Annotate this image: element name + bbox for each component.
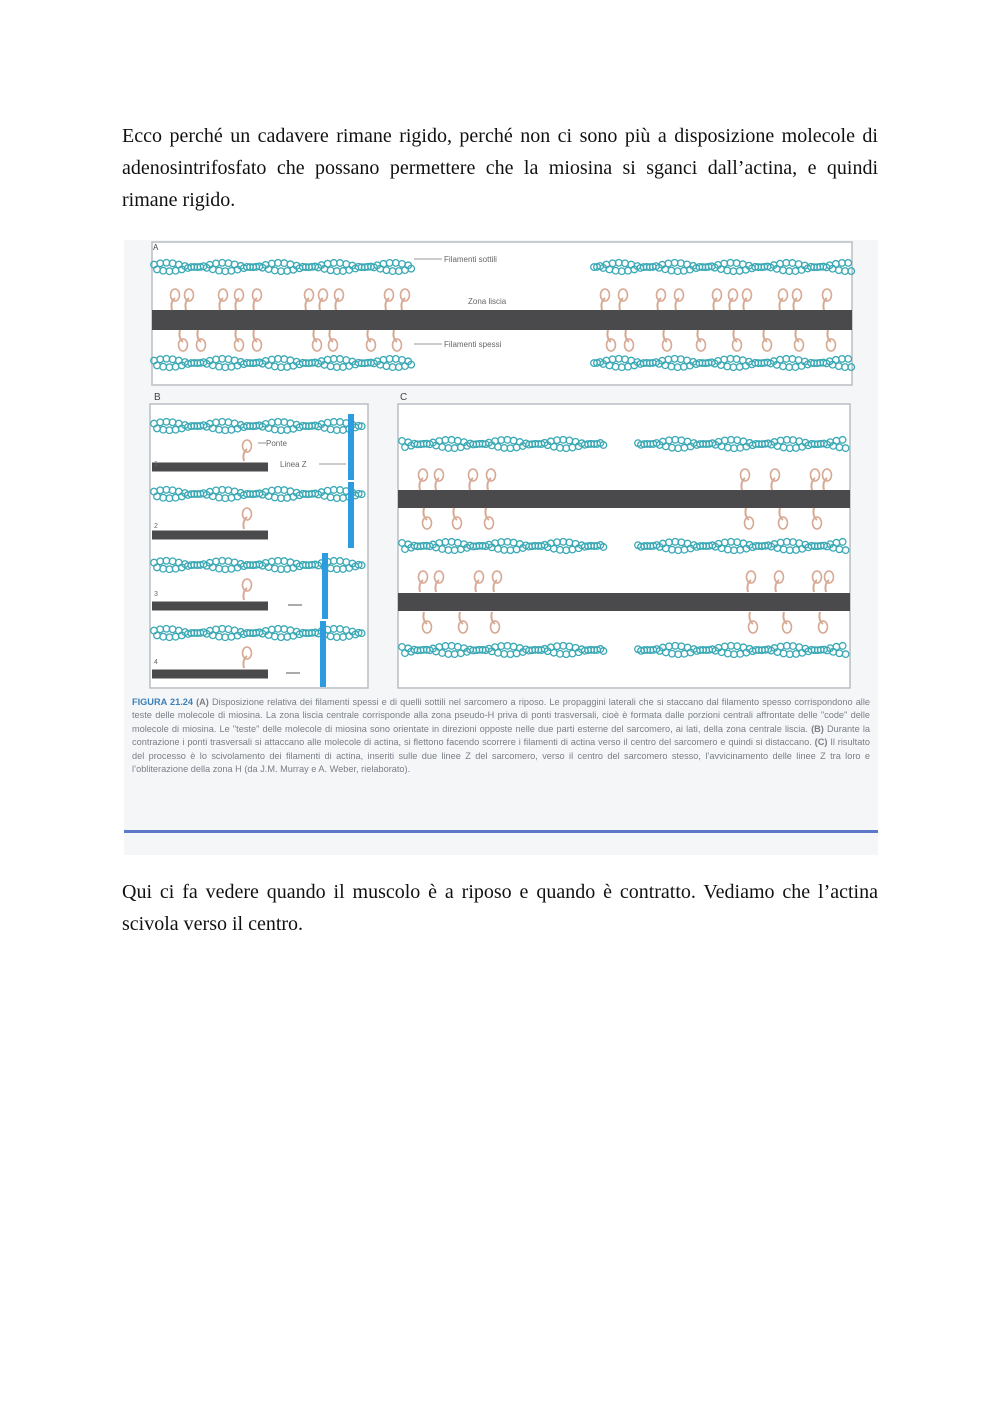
caption-marker-c: (C)	[814, 737, 828, 748]
thick-filament	[398, 490, 850, 508]
figure-number: FIGURA 21.24	[132, 697, 193, 707]
sarcomere-illustration	[124, 240, 878, 696]
panel-a-letter: A	[153, 243, 159, 252]
body-paragraph-1: Ecco perché un cadavere rimane rigido, perché non ci sono più a disposizione molecole di adenosintrifosfato che possano permettere che la miosina si sganci dall’actina, e quindi rimane rigido.	[122, 125, 878, 211]
caption-marker-a: (A)	[196, 697, 209, 707]
label-thin-filaments: Filamenti sottili	[444, 255, 497, 264]
label-bare-zone: Zona liscia	[468, 297, 507, 306]
thick-filament	[398, 593, 850, 611]
label-bridge: Ponte	[266, 439, 287, 448]
caption-marker-b: (B)	[811, 723, 824, 734]
caption-text-c: Il risultato del processo è lo scivolamento dei filamenti di actina, inseriti sulle due linee Z del sarcomero, verso il centro del sarcomero stesso, l’avvicinamento delle linee Z tra loro e l’obliterazione della zona H (da J.M. Murray e A. Weber, rielaborato).	[132, 737, 870, 775]
sarcomere-figure	[124, 240, 878, 855]
thick-filament	[152, 602, 268, 611]
z-line	[320, 621, 326, 687]
thick-filament	[152, 531, 268, 540]
label-z-line: Linea Z	[280, 460, 307, 469]
panel-b-letter: B	[154, 392, 161, 403]
step-3: 3	[154, 591, 158, 598]
panel-b-frame	[150, 404, 368, 688]
body-paragraph-2: Qui ci fa vedere quando il muscolo è a riposo e quando è contratto. Vediamo che l’actina scivola verso il centro.	[122, 881, 878, 935]
step-2: 2	[154, 523, 158, 530]
caption-text-b: Durante la contrazione i ponti trasversali si attaccano alle molecole di actina, si flettono facendo scorrere i filamenti di actina verso il centro del sarcomero e quindi si distaccano.	[132, 723, 871, 748]
step-4: 4	[154, 659, 158, 666]
thick-filament	[152, 310, 852, 330]
z-line	[348, 482, 354, 548]
z-line	[322, 553, 328, 619]
figure-caption	[132, 696, 870, 776]
caption-underline	[124, 830, 878, 833]
z-line	[348, 414, 354, 480]
step-1: 1	[154, 461, 158, 468]
panel-c-letter: C	[400, 392, 408, 403]
thick-filament	[152, 670, 268, 679]
thick-filament	[152, 463, 268, 472]
label-thick-filaments: Filamenti spessi	[444, 340, 502, 349]
caption-text-a: Disposizione relativa dei filamenti spessi e di quelli sottili nel sarcomero a riposo. Le propaggini laterali che si staccano dal filamento spesso corrispondono alle teste delle molecole di miosina. La zona liscia centrale corrisponde alla zona pseudo-H priva di ponti trasversali, cioè è formata dalle porzioni centrali affrontate delle "code" delle molecole di miosina. Le "teste" delle molecole di miosina sono orientate in direzioni opposte nelle due parti esterne del sarcomero, ai lati, della zona centrale liscia.	[132, 697, 870, 734]
